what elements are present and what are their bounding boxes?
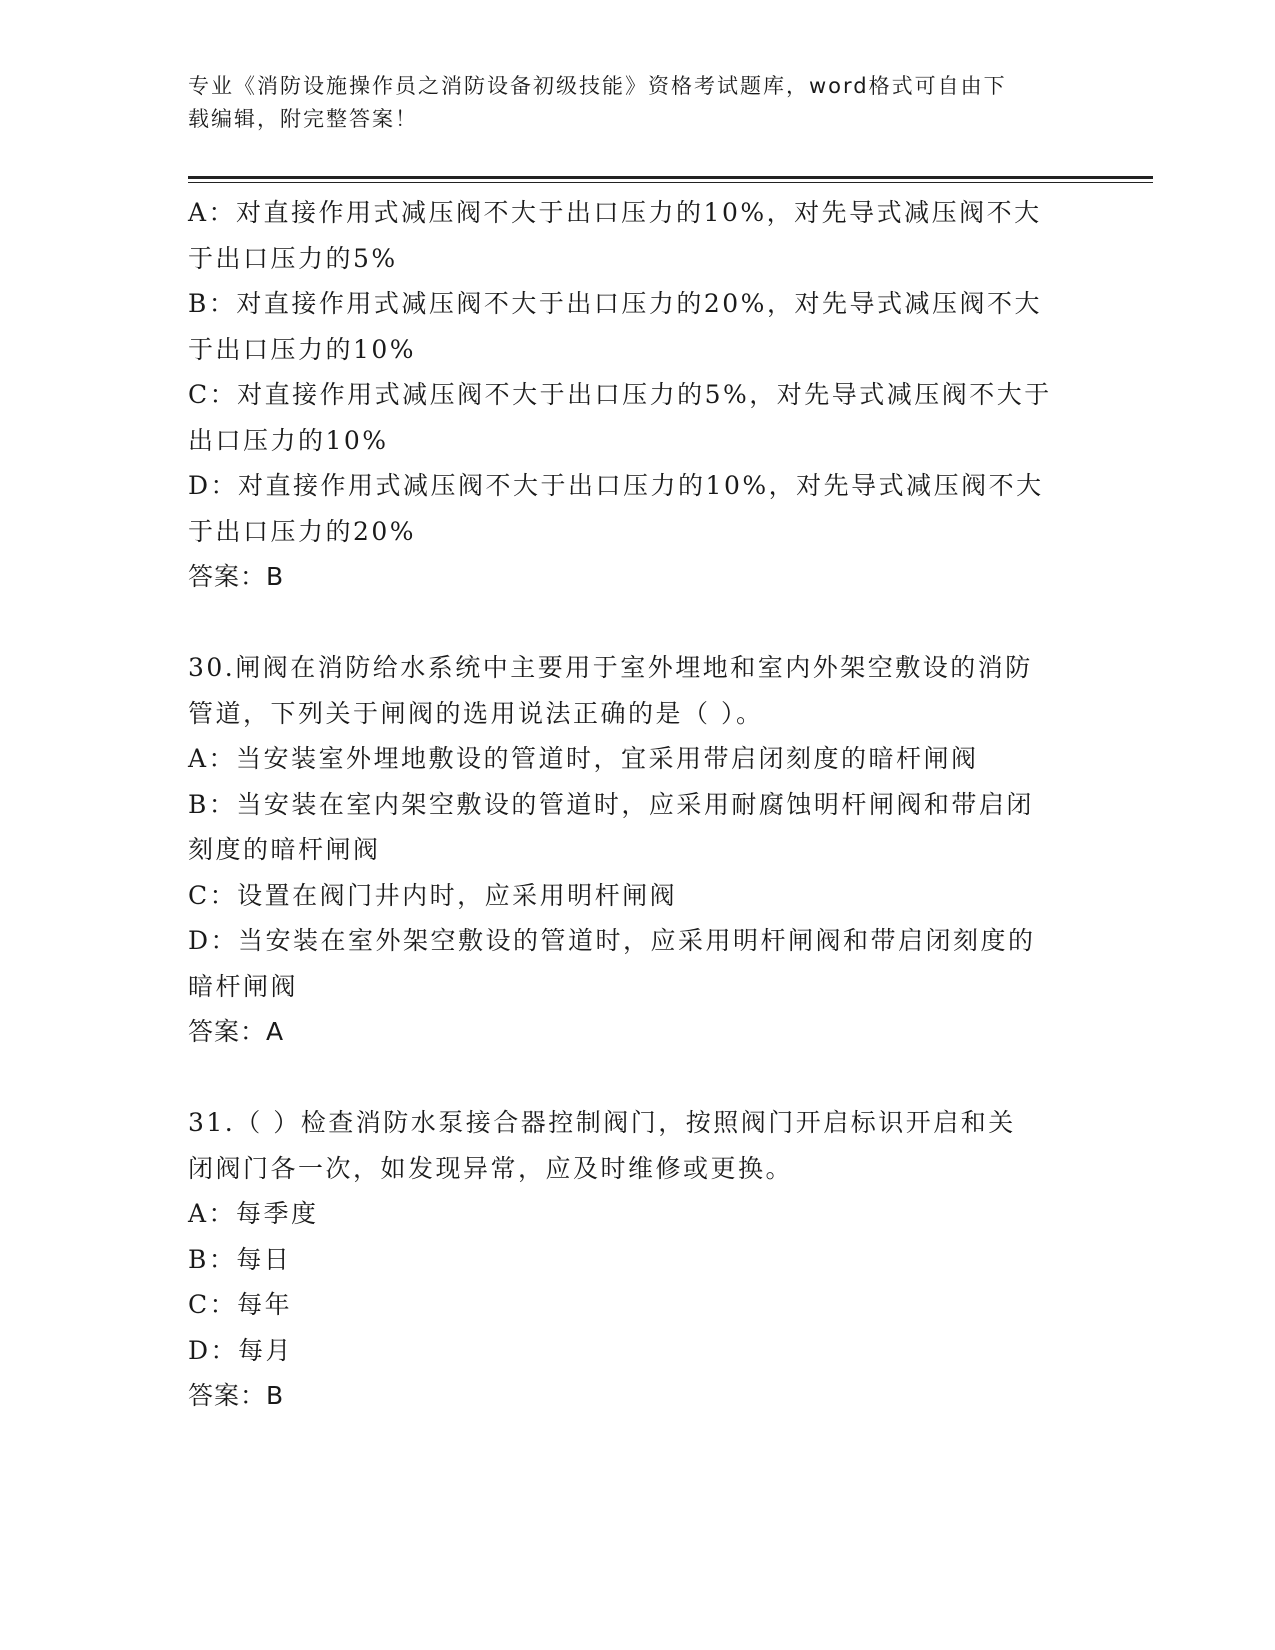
- q31-stem-line-1: 31.（ ）检查消防水泵接合器控制阀门，按照阀门开启标识开启和关: [188, 1108, 1016, 1137]
- q30-option-b-line-2: 刻度的暗杆闸阀: [188, 835, 381, 864]
- header-line-2: 载编辑，附完整答案！: [188, 107, 418, 131]
- q31-option-d: D：每月: [188, 1335, 294, 1365]
- q29-option-d-line-2: 于出口压力的20%: [188, 516, 417, 546]
- question-31: [188, 1100, 1088, 1419]
- q29-option-b-line-1: B：对直接作用式减压阀不大于出口压力的20%，对先导式减压阀不大: [188, 289, 1042, 318]
- q30-stem-line-2: 管道，下列关于闸阀的选用说法正确的是（ ）。: [188, 698, 764, 728]
- q31-option-c: C：每年: [188, 1290, 293, 1319]
- header-divider-thin: [188, 182, 1153, 183]
- q30-stem-line-1: 30.闸阀在消防给水系统中主要用于室外埋地和室内外架空敷设的消防: [188, 653, 1033, 682]
- q29-option-c-line-1: C：对直接作用式减压阀不大于出口压力的5%，对先导式减压阀不大于: [188, 380, 1052, 409]
- q31-stem-line-2: 闭阀门各一次，如发现异常，应及时维修或更换。: [188, 1153, 794, 1183]
- q29-option-b-line-2: 于出口压力的10%: [188, 334, 417, 364]
- question-30: [188, 645, 1088, 1055]
- q30-option-b-line-1: B：当安装在室内架空敷设的管道时，应采用耐腐蚀明杆闸阀和带启闭: [188, 789, 1034, 819]
- q30-option-c: C：设置在阀门井内时，应采用明杆闸阀: [188, 880, 678, 910]
- document-header: [188, 70, 1088, 136]
- question-29: [188, 190, 1088, 600]
- q30-option-d-line-2: 暗杆闸阀: [188, 971, 299, 1001]
- header-divider-thick: [188, 176, 1153, 179]
- question-spacer: [188, 600, 1088, 646]
- q29-option-d-line-1: D：对直接作用式减压阀不大于出口压力的10%，对先导式减压阀不大: [188, 471, 1044, 500]
- q29-option-c-line-2: 出口压力的10%: [188, 425, 389, 455]
- q30-option-a: A：当安装室外埋地敷设的管道时，宜采用带启闭刻度的暗杆闸阀: [188, 744, 979, 773]
- q30-answer: 答案：A: [188, 1017, 285, 1046]
- q29-answer: 答案：B: [188, 562, 285, 591]
- q29-option-a-line-1: A：对直接作用式减压阀不大于出口压力的10%，对先导式减压阀不大: [188, 198, 1042, 227]
- question-spacer: [188, 1055, 1088, 1101]
- q31-option-a: A：每季度: [188, 1199, 319, 1228]
- question-list: [188, 190, 1088, 1419]
- q31-answer: 答案：B: [188, 1381, 285, 1410]
- q30-option-d-line-1: D：当安装在室外架空敷设的管道时，应采用明杆闸阀和带启闭刻度的: [188, 926, 1036, 955]
- header-line-1: 专业《消防设施操作员之消防设备初级技能》资格考试题库，word格式可自由下: [188, 74, 1007, 98]
- q29-option-a-line-2: 于出口压力的5%: [188, 243, 398, 273]
- q31-option-b: B：每日: [188, 1244, 292, 1274]
